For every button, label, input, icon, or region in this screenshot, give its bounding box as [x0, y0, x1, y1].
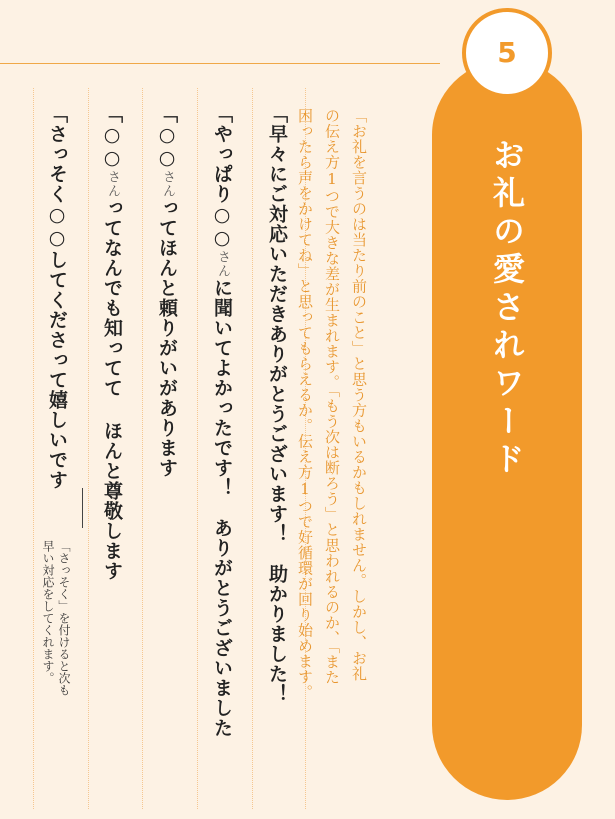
column-divider [197, 88, 198, 809]
paragraph-line: の伝え方1つで大きな差が生まれます。「もう次は断ろう」と思われるのか、「また [323, 108, 341, 685]
phrase-text: 早々にご対応いただきありがとうございます！ 助かりました！ [266, 124, 288, 704]
phrase-text: ってなんでも知ってて ほんと尊敬します [101, 198, 123, 581]
side-note [40, 540, 72, 696]
honorific-san: さん [160, 170, 175, 198]
paragraph-line: 困ったら声をかけてね」と思ってもらえるか。伝え方1つで好循環が回り始めます。 [296, 108, 314, 700]
column-divider [88, 88, 89, 809]
intro-paragraph [291, 108, 372, 788]
phrase-text: さっそく○○してくださって嬉しいです [46, 124, 68, 490]
phrase-2 [207, 104, 237, 738]
honorific-san: さん [105, 170, 120, 198]
honorific-san: さん [215, 250, 230, 278]
phrase-3 [152, 104, 182, 478]
top-rule [0, 63, 440, 64]
phrase-text: ってほんと頼りがいがあります [156, 198, 178, 478]
open-quote: 「 [101, 104, 123, 124]
open-quote: 「 [211, 104, 233, 124]
section-number: 5 [497, 36, 517, 69]
phrase-text: やっぱり○○ [211, 124, 233, 250]
note-dash [82, 488, 83, 528]
section-title: お礼の愛されワード [488, 138, 526, 480]
phrase-1 [262, 104, 292, 704]
open-quote: 「 [266, 104, 288, 124]
phrase-4 [97, 104, 127, 581]
open-quote: 「 [46, 104, 68, 124]
column-divider [252, 88, 253, 809]
column-divider [142, 88, 143, 809]
paragraph-line: 「お礼を言うのは当たり前のこと」と思う方もいるかもしれません。しかし、お礼 [350, 108, 368, 682]
open-quote: 「 [156, 104, 178, 124]
phrase-text: ○○ [101, 124, 123, 170]
column-divider [33, 88, 34, 809]
phrase-text: に聞いてよかったです！ ありがとうございました [211, 278, 233, 738]
phrase-5 [42, 104, 72, 490]
section-number-badge [462, 8, 552, 98]
note-line: 「さっそく」を付けると次も [57, 540, 71, 696]
phrase-text: ○○ [156, 124, 178, 170]
note-line: 早い対応をしてくれます。 [41, 540, 55, 684]
